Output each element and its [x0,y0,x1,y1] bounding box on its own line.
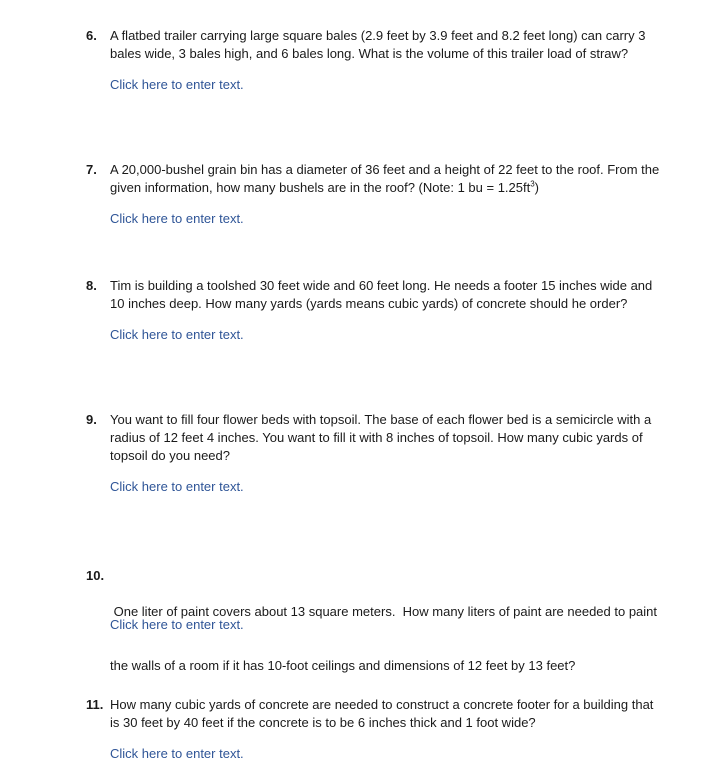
question-line: given information, how many bushels are in the roof? (Note: 1 bu = 1.25ft [110,180,531,195]
question-text [110,567,692,711]
question-line: Tim is building a toolshed 30 feet wide and 60 feet long. He needs a footer 15 inches wide and [110,278,653,293]
answer-field[interactable]: Click here to enter text. [110,746,244,761]
question-line: One liter of paint covers about 13 square meters. How many liters of paint are needed to paint [110,604,658,619]
question-number: 9. [86,412,97,427]
question-text [110,696,692,732]
answer-field[interactable]: Click here to enter text. [110,479,244,494]
question-line: is 30 feet by 40 feet if the concrete is to be 6 inches thick and 1 foot wide? [110,715,536,730]
answer-field[interactable]: Click here to enter text. [110,77,244,92]
answer-field[interactable]: Click here to enter text. [110,211,244,226]
question-number: 8. [86,278,97,293]
question-number: 11. [86,697,104,712]
question-text [110,27,692,63]
question-text [110,161,692,197]
question-line: topsoil do you need? [110,448,230,463]
question-line: 10 inches deep. How many yards (yards means cubic yards) of concrete should he order? [110,296,628,311]
answer-field[interactable]: Click here to enter text. [110,617,244,632]
superscript: 3 [530,179,535,189]
question-line-suffix: ) [534,180,540,195]
question-line: bales wide, 3 bales high, and 6 bales long. What is the volume of this trailer load of straw? [110,46,629,61]
answer-field[interactable]: Click here to enter text. [110,327,244,342]
question-line: A 20,000-bushel grain bin has a diameter of 36 feet and a height of 22 feet to the roof. From the [110,162,660,177]
question-number: 7. [86,162,97,177]
question-line-with-superscript [110,179,692,197]
question-line: the walls of a room if it has 10-foot ceilings and dimensions of 12 feet by 13 feet? [110,658,576,673]
question-line: radius of 12 feet 4 inches. You want to fill it with 8 inches of topsoil. How many cubic yards of [110,430,643,445]
question-text [110,411,692,465]
question-line: You want to fill four flower beds with topsoil. The base of each flower bed is a semicircle with a [110,412,652,427]
question-number: 10. [86,568,105,583]
question-number: 6. [86,28,97,43]
question-line: A flatbed trailer carrying large square bales (2.9 feet by 3.9 feet and 8.2 feet long) can carry 3 [110,28,646,43]
question-line: How many cubic yards of concrete are needed to construct a concrete footer for a building that [110,697,654,712]
question-text [110,277,692,313]
